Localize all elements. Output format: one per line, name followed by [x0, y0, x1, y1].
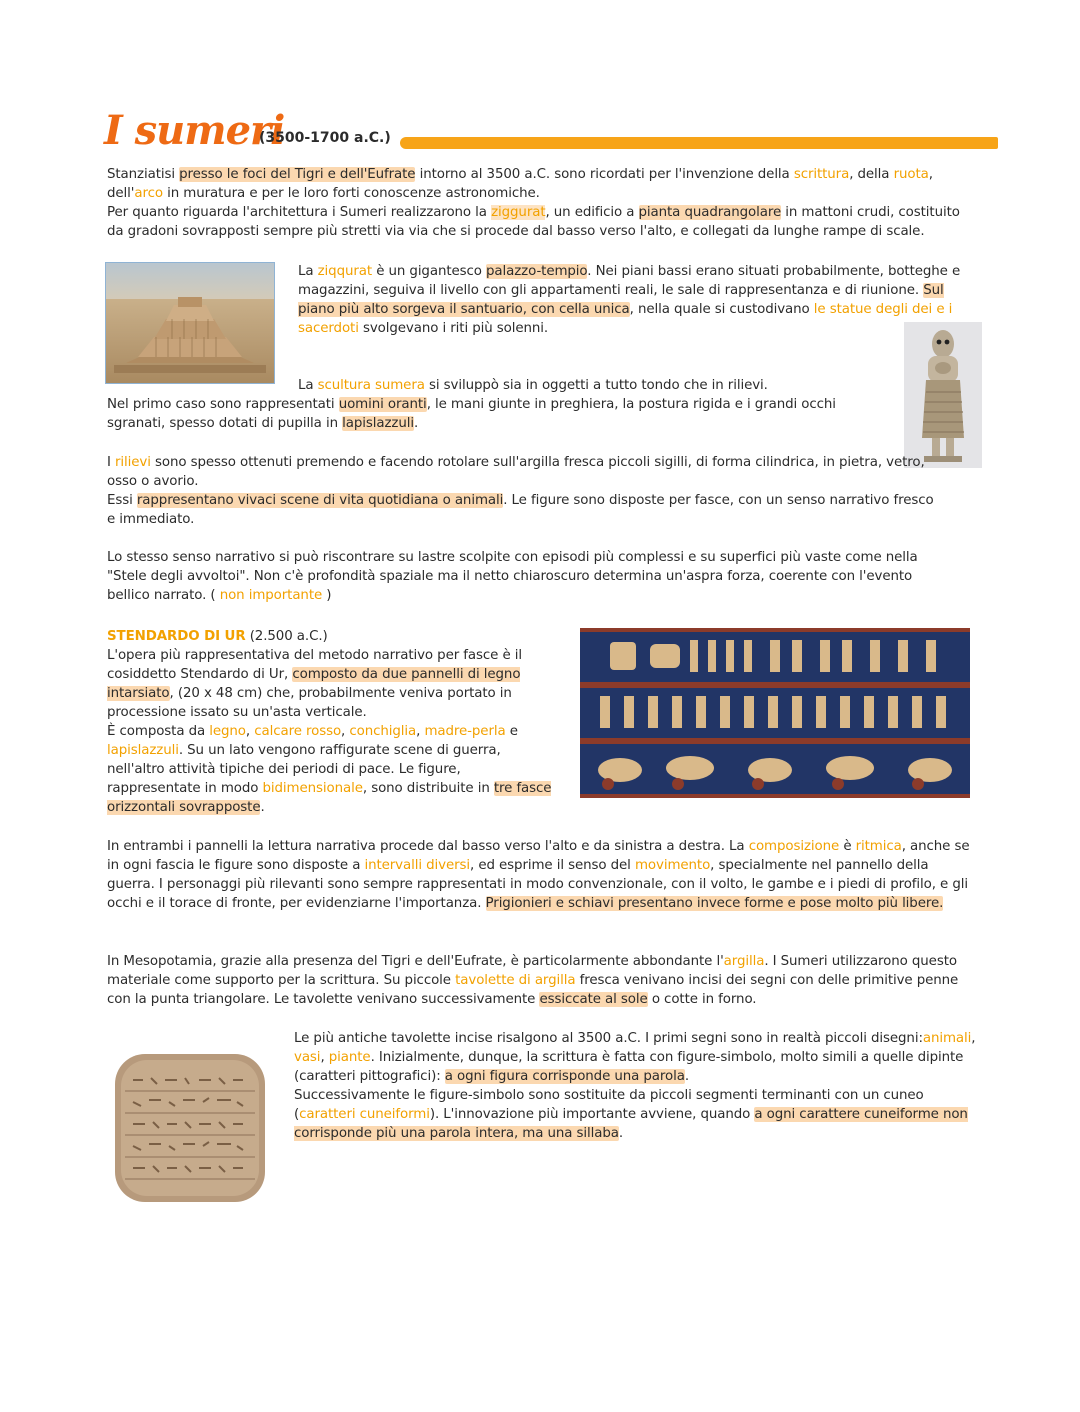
text: Essi: [107, 493, 137, 508]
title-row: [104, 108, 998, 158]
paragraph-writing: [294, 1029, 984, 1143]
text: si sviluppò sia in oggetti a tutto tondo che in rilievi.: [424, 378, 768, 393]
ziggurat-image: [105, 262, 275, 384]
text: .: [684, 1069, 690, 1084]
highlight: presso le foci del Tigri e dell'Eufrate: [179, 167, 416, 182]
keyword: legno: [209, 724, 246, 739]
text: .: [260, 800, 265, 815]
keyword: caratteri cuneiformi: [299, 1107, 430, 1122]
keyword: composizione: [748, 839, 840, 854]
paragraph-ziggurat: [298, 262, 963, 338]
standard-of-ur-image: [580, 628, 970, 798]
highlight: a ogni carattere cuneiforme non corrisponde più una parola intera, ma una sillaba: [294, 1107, 968, 1141]
text: svolgevano i riti più solenni.: [358, 321, 549, 336]
highlight: essiccate al sole: [539, 992, 648, 1007]
keyword: conchiglia: [349, 724, 417, 739]
text: o cotte in forno.: [647, 992, 757, 1007]
text: , nella quale si custodivano: [629, 302, 814, 317]
highlight: rappresentano vivaci scene di vita quotidiana o animali: [136, 493, 504, 508]
text: , dell': [107, 167, 933, 201]
text: , sono distribuite in: [362, 781, 494, 796]
keyword: ruota: [893, 167, 929, 182]
keyword: vasi: [294, 1050, 321, 1065]
tablet-illustration: [107, 1048, 270, 1208]
keyword: scrittura: [793, 167, 850, 182]
paragraph-composition: [107, 837, 977, 913]
highlight: a ogni figura corrisponde una parola: [444, 1069, 685, 1084]
text: è un gigantesco: [372, 264, 487, 279]
paragraph-oranti: [107, 395, 887, 433]
keyword: piante: [328, 1050, 371, 1065]
text: La: [298, 264, 318, 279]
text: ,: [245, 724, 255, 739]
statue-image: [904, 322, 982, 468]
section-heading: STENDARDO DI UR: [107, 629, 246, 644]
paragraph-architecture: [107, 203, 977, 241]
highlight: lapislazzuli: [342, 416, 414, 431]
highlight: uomini oranti: [338, 397, 427, 412]
keyword: lapislazzuli: [107, 743, 179, 758]
keyword: calcare rosso: [254, 724, 342, 739]
text: . Le figure sono disposte per fasce, con un senso narrativo fresco e immediato.: [107, 493, 934, 527]
highlight: palazzo-tempio: [486, 264, 588, 279]
text: ,: [971, 1031, 976, 1046]
highlight: composto da due pannelli di legno intarsiato: [107, 667, 521, 701]
text: sono spesso ottenuti premendo e facendo rotolare sull'argilla fresca piccoli sigilli, di forma cilindrica, in pietra, vetro, osso o avorio.: [107, 455, 925, 489]
text: , un edificio a: [545, 205, 639, 220]
text: In Mesopotamia, grazie alla presenza del Tigri e dell'Eufrate, è particolarmente abbondante l': [107, 954, 724, 969]
text: È composta da: [107, 724, 210, 739]
text: Stanziatisi: [107, 167, 180, 182]
keyword: madre-perla: [424, 724, 506, 739]
text: ,: [416, 724, 425, 739]
text: . Inizialmente, dunque, la scrittura è fatta con figure-simbolo, molto simili a quelle dipinte (caratteri pittografici):: [294, 1050, 964, 1084]
page-title: I sumeri: [104, 107, 285, 154]
text: . Su un lato vengono raffigurate scene di guerra, nell'altro attività tipiche dei periodi di pace. Le figure, rappresentate in modo: [107, 743, 501, 796]
text: fresca venivano incisi dei segni con delle primitive penne con la punta triangolare. Le tavolette venivano successivamente: [107, 973, 959, 1007]
text: in mattoni crudi, costituito da gradoni sovrapposti sempre più stretti via via che si procede dal basso verso l'alto, e collegati da lunghe rampe di scale.: [107, 205, 960, 239]
keyword: arco: [134, 186, 163, 201]
text: Per quanto riguarda l'architettura i Sumeri realizzarono la: [107, 205, 492, 220]
text: in muratura e per le loro forti conoscenze astronomiche.: [162, 186, 540, 201]
highlight: Sul piano più alto sorgeva il santuario, con cella unica: [298, 283, 944, 317]
paragraph-sculpture: [298, 376, 898, 395]
highlight: Prigionieri e schiavi presentano invece forme e pose molto più libere.: [485, 896, 944, 911]
text: , specialmente nel pannello della guerra. I personaggi più rilevanti sono sempre rappresentati in modo convenzionale, con il volto, le gambe e i piedi di profilo, e gli occhi e il torace di fronte, per evidenziarne l'importanza.: [107, 858, 968, 911]
text: . Nei piani bassi erano situati probabilmente, botteghe e magazzini, seguiva il livello con gli appartamenti reali, le sale di rappresentanza e di riunione.: [298, 264, 961, 298]
text: . I Sumeri utilizzarono questo materiale come supporto per la scrittura. Su piccole: [107, 954, 957, 988]
keyword: non importante: [219, 588, 323, 603]
text: , ed esprime il senso del: [470, 858, 635, 873]
text: , della: [849, 167, 894, 182]
text: Successivamente le figure-simbolo sono sostituite da piccoli segmenti terminanti con un cuneo (: [294, 1088, 924, 1122]
text: intorno al 3500 a.C. sono ricordati per l'invenzione della: [415, 167, 794, 182]
text: ). L'innovazione più importante avviene, quando: [429, 1107, 755, 1122]
paragraph-intro: [107, 165, 967, 203]
keyword: intervalli diversi: [364, 858, 471, 873]
keyword: tavolette di argilla: [455, 973, 576, 988]
text: e: [505, 724, 518, 739]
text: .: [618, 1126, 624, 1141]
statue-illustration: [904, 322, 982, 468]
text: .: [413, 416, 419, 431]
keyword: rilievi: [115, 455, 151, 470]
keyword: movimento: [634, 858, 711, 873]
text: Nel primo caso sono rappresentati: [107, 397, 339, 412]
paragraph-standard: [107, 627, 552, 817]
text: , le mani giunte in preghiera, la postura rigida e i grandi occhi sgranati, spesso dotati di pupilla in: [107, 397, 836, 431]
keyword: ziggurat: [491, 205, 546, 220]
text: ,: [320, 1050, 329, 1065]
highlight: pianta quadrangolare: [638, 205, 782, 220]
text: , anche se in ogni fascia le figure sono disposte a: [107, 839, 970, 873]
text: ): [322, 588, 332, 603]
text: L'opera più rappresentativa del metodo narrativo per fasce è il cosiddetto Stendardo di Ur,: [107, 648, 522, 682]
title-underline-bar: [400, 137, 998, 149]
keyword: le statue degli dei e i sacerdoti: [298, 302, 953, 336]
text: (2.500 a.C.): [245, 629, 328, 644]
ziggurat-illustration: [106, 263, 274, 383]
cuneiform-tablet-image: [107, 1048, 270, 1208]
standard-illustration: [580, 628, 970, 798]
text: La: [298, 378, 318, 393]
paragraph-clay: [107, 952, 977, 1009]
keyword: animali: [922, 1031, 972, 1046]
text: Lo stesso senso narrativo si può riscontrare su lastre scolpite con episodi più complessi e su superfici più vaste come nella "Stele degli avvoltoi". Non c'è profondità spaziale ma il netto chiaroscuro determina un'aspra forza, coerente con l'evento bellico narrato. (: [107, 550, 918, 603]
text: ,: [341, 724, 350, 739]
keyword: ritmica: [855, 839, 902, 854]
text: Le più antiche tavolette incise risalgono al 3500 a.C. I primi segni sono in realtà piccoli disegni:: [294, 1031, 923, 1046]
text: In entrambi i pannelli la lettura narrativa procede dal basso verso l'alto e da sinistra a destra. La: [107, 839, 749, 854]
text: , (20 x 48 cm) che, probabilmente veniva portato in processione issato su un'asta verticale.: [107, 686, 512, 720]
keyword: ziqqurat: [317, 264, 373, 279]
keyword: scultura sumera: [317, 378, 425, 393]
highlight: tre fasce orizzontali sovrapposte: [107, 781, 552, 815]
text: è: [839, 839, 856, 854]
keyword: bidimensionale: [262, 781, 363, 796]
keyword: argilla: [723, 954, 765, 969]
paragraph-rilievi: [107, 453, 937, 529]
paragraph-stele: [107, 548, 957, 605]
title-dates: (3500-1700 a.C.): [259, 130, 391, 146]
text: I: [107, 455, 116, 470]
